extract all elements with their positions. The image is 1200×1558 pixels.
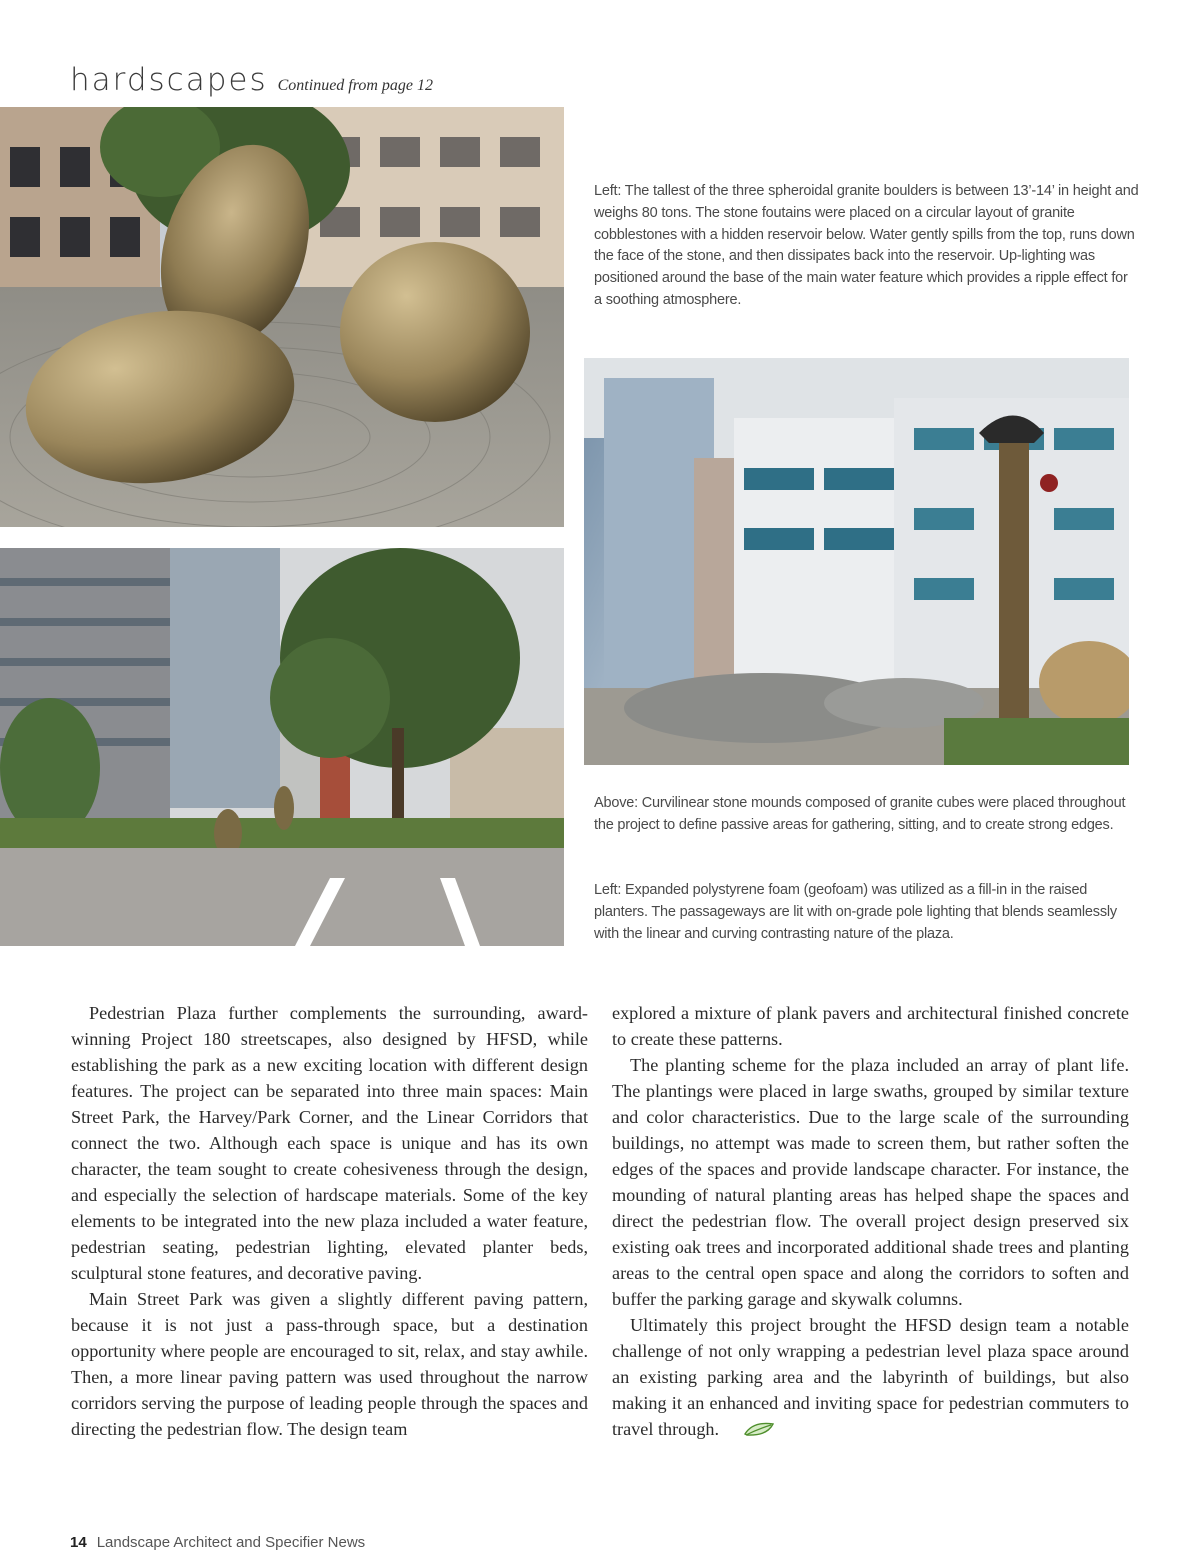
article-paragraph: explored a mixture of plank pavers and architectural finished concrete to create these patterns. <box>612 1003 1129 1049</box>
article-final-text: Ultimately this project brought the HFSD design team a notable challenge of not only wrapping a pedestrian level plaza space around an existing parking area and the labyrinth of buildings, but also making it an enhanced and inviting space for pedestrian commuters to travel through. <box>612 1315 1129 1439</box>
article-paragraph: Main Street Park was given a slightly different paving pattern, because it is not just a pass-through space, but a destination opportunity where people are encouraged to sit, relax, and stay awhile. Then, a more linear paving pattern was used throughout the narrow corridors serving the purpose of leading people through the spaces and directing the pedestrian flow. The design team <box>71 1289 588 1439</box>
page-number: 14 <box>70 1534 87 1551</box>
publication-name: Landscape Architect and Specifier News <box>96 1534 366 1551</box>
stone-mounds-photo <box>584 358 1129 765</box>
caption-geofoam: Left: Expanded polystyrene foam (geofoam) was utilized as a fill-in in the raised planters. The passageways are lit with on-grade pole lighting that blends seamlessly with the linear and curving contrasting nature of the plaza. <box>594 882 1117 942</box>
granite-boulders-photo <box>0 107 564 527</box>
caption-mounds: Above: Curvilinear stone mounds composed of granite cubes were placed throughout the project to define passive areas for gathering, sitting, and to create strong edges. <box>594 795 1126 833</box>
leaf-icon <box>725 1418 775 1444</box>
caption-boulders: Left: The tallest of the three spheroidal granite boulders is between 13’-14’ in height and weighs 80 tons. The stone foutains were placed on a circular layout of granite cobblestones with a hidden reservoir below. Water gently spills from the top, runs down the face of the stone, and then dissipates back into the reservoir. Up-lighting was positioned around the base of the main water feature which provides a ripple effect for a soothing atmosphere. <box>594 183 1139 308</box>
section-header <box>70 62 433 102</box>
section-title: hardscapes <box>70 62 268 98</box>
article-column-right <box>612 1000 1129 1444</box>
page-footer <box>70 1534 365 1551</box>
continued-note: Continued from page 12 <box>277 77 434 94</box>
article-paragraph <box>612 1312 1129 1444</box>
article-paragraph: The planting scheme for the plaza included an array of plant life. The plantings were placed in large swaths, grouped by similar texture and color characteristics. Due to the large scale of the surrounding buildings, no attempt was made to screen them, but rather soften the edges of the spaces and provide landscape character. For instance, the mounding of natural planting areas has helped shape the spaces and direct the pedestrian flow. The overall project design preserved six existing oak trees and incorporated additional shade trees and planting areas to the central open space and along the corridors to soften and buffer the parking garage and skywalk columns. <box>612 1055 1129 1309</box>
article-column-left <box>71 1000 588 1442</box>
plaza-corridor-photo <box>0 548 564 946</box>
article-paragraph: Pedestrian Plaza further complements the surrounding, award-winning Project 180 streetscapes, also designed by HFSD, while establishing the park as a new exciting location with different design features. The project can be separated into three main spaces: Main Street Park, the Harvey/Park Corner, and the Linear Corridors that connect the two. Although each space is unique and has its own character, the team sought to create cohesiveness through the design, and especially the selection of hardscape materials. Some of the key elements to be integrated into the new plaza included a water feature, pedestrian seating, pedestrian lighting, elevated planter beds, sculptural stone features, and decorative paving. <box>71 1003 588 1283</box>
